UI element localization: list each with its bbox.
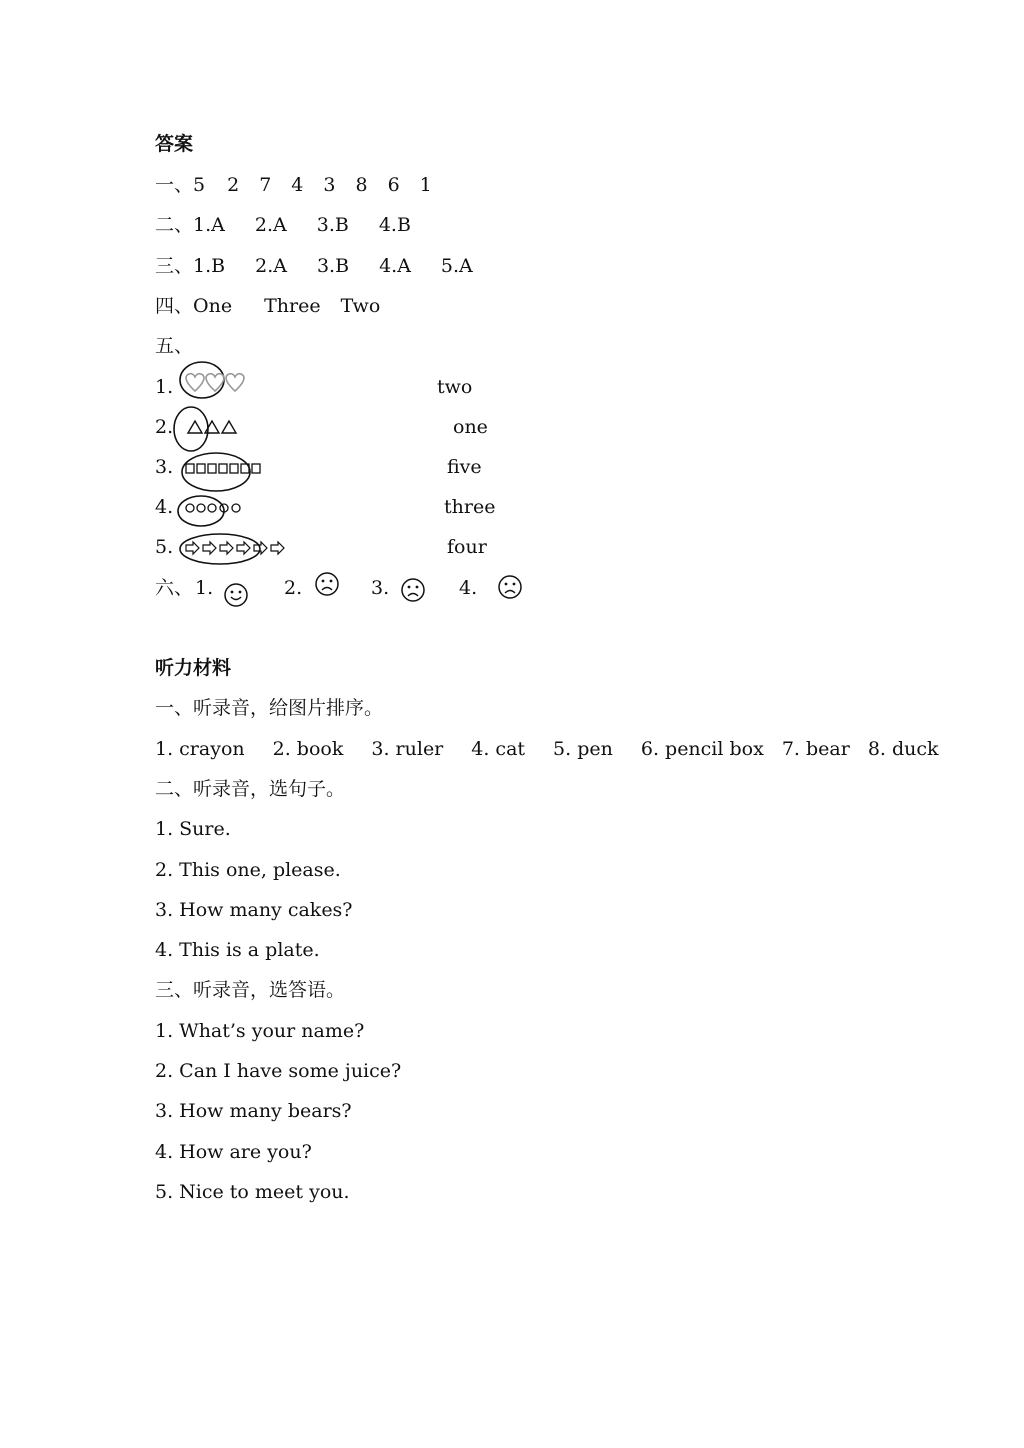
answer-item: 4.B [378,214,411,236]
circles-icon [176,494,256,530]
list-item: 8. duck [867,738,939,760]
section-label: 五、 [155,335,194,357]
row-number: 3. [155,456,174,478]
answer-item: 2.A [254,214,287,236]
sad-face-icon [314,570,342,598]
face-number: 4. [459,577,478,599]
face-number: 2. [284,577,303,599]
answer-item: 5 [193,174,206,196]
face-number: 3. [371,577,390,599]
row-number: 2. [155,416,174,438]
list-item: 4. This is a plate. [155,939,320,961]
section-label: 二、 [155,214,194,236]
answer-section-1 [155,173,432,197]
answer-item: 3.B [316,255,350,277]
section-label: 一、 [155,174,194,196]
sad-face-icon [400,576,428,604]
answer-section-4 [155,294,380,318]
row-number: 1. [155,376,174,398]
list-item: 2. book [272,738,344,760]
list-item: 3. How many bears? [155,1100,352,1122]
row-word: five [447,456,482,478]
list-item: 6. pencil box [640,738,764,760]
listening-part-2-heading: 二、听录音，选句子。 [155,778,346,800]
row-word: four [447,536,487,558]
section-label: 三、 [155,255,194,277]
answer-item: 1.A [193,214,225,236]
answer-item: 8 [355,174,368,196]
answer-item: Two [340,295,381,317]
listening-part-1-items [155,737,939,761]
list-item: 2. Can I have some juice? [155,1060,402,1082]
answer-item: Three [264,295,321,317]
answer-item: 7 [259,174,272,196]
row-word: one [453,416,488,438]
row-number: 4. [155,496,174,518]
row-word: three [444,496,496,518]
list-item: 7. bear [781,738,850,760]
sad-face-icon [497,573,525,601]
hearts-icon [178,360,258,402]
answers-title: 答案 [155,133,194,155]
answer-item: 4 [291,174,304,196]
row-word: two [437,376,473,398]
listening-part-1-heading: 一、听录音，给图片排序。 [155,697,384,719]
list-item: 2. This one, please. [155,859,341,881]
answer-section-3 [155,254,473,278]
answer-item: 2.A [255,255,287,277]
listening-title: 听力材料 [155,657,232,679]
answer-item: 6 [387,174,400,196]
answer-item: 5.A [440,255,473,277]
list-item: 5. pen [553,738,613,760]
list-item: 4. cat [471,738,526,760]
answer-item: 2 [227,174,240,196]
section-label: 六、 [155,577,194,599]
list-item: 4. How are you? [155,1141,312,1163]
list-item: 1. crayon [155,738,245,760]
answer-item: 4.A [379,255,411,277]
answer-item: 1.B [193,255,226,277]
triangles-icon [170,405,250,455]
answer-item: 1 [419,174,432,196]
answer-item: One [193,295,233,317]
squares-icon [180,450,270,494]
smile-face-icon [223,581,251,609]
list-item: 3. ruler [371,738,444,760]
section-label: 四、 [155,295,194,317]
face-number: 1. [195,577,214,599]
list-item: 1. Sure. [155,818,231,840]
answer-item: 3 [323,174,336,196]
answer-item: 3.B [316,214,349,236]
list-item: 5. Nice to meet you. [155,1181,350,1203]
row-number: 5. [155,536,174,558]
listening-part-3-heading: 三、听录音，选答语。 [155,979,346,1001]
arrows-icon [178,533,298,569]
list-item: 1. What’s your name? [155,1020,365,1042]
answer-section-2 [155,213,411,237]
list-item: 3. How many cakes? [155,899,353,921]
